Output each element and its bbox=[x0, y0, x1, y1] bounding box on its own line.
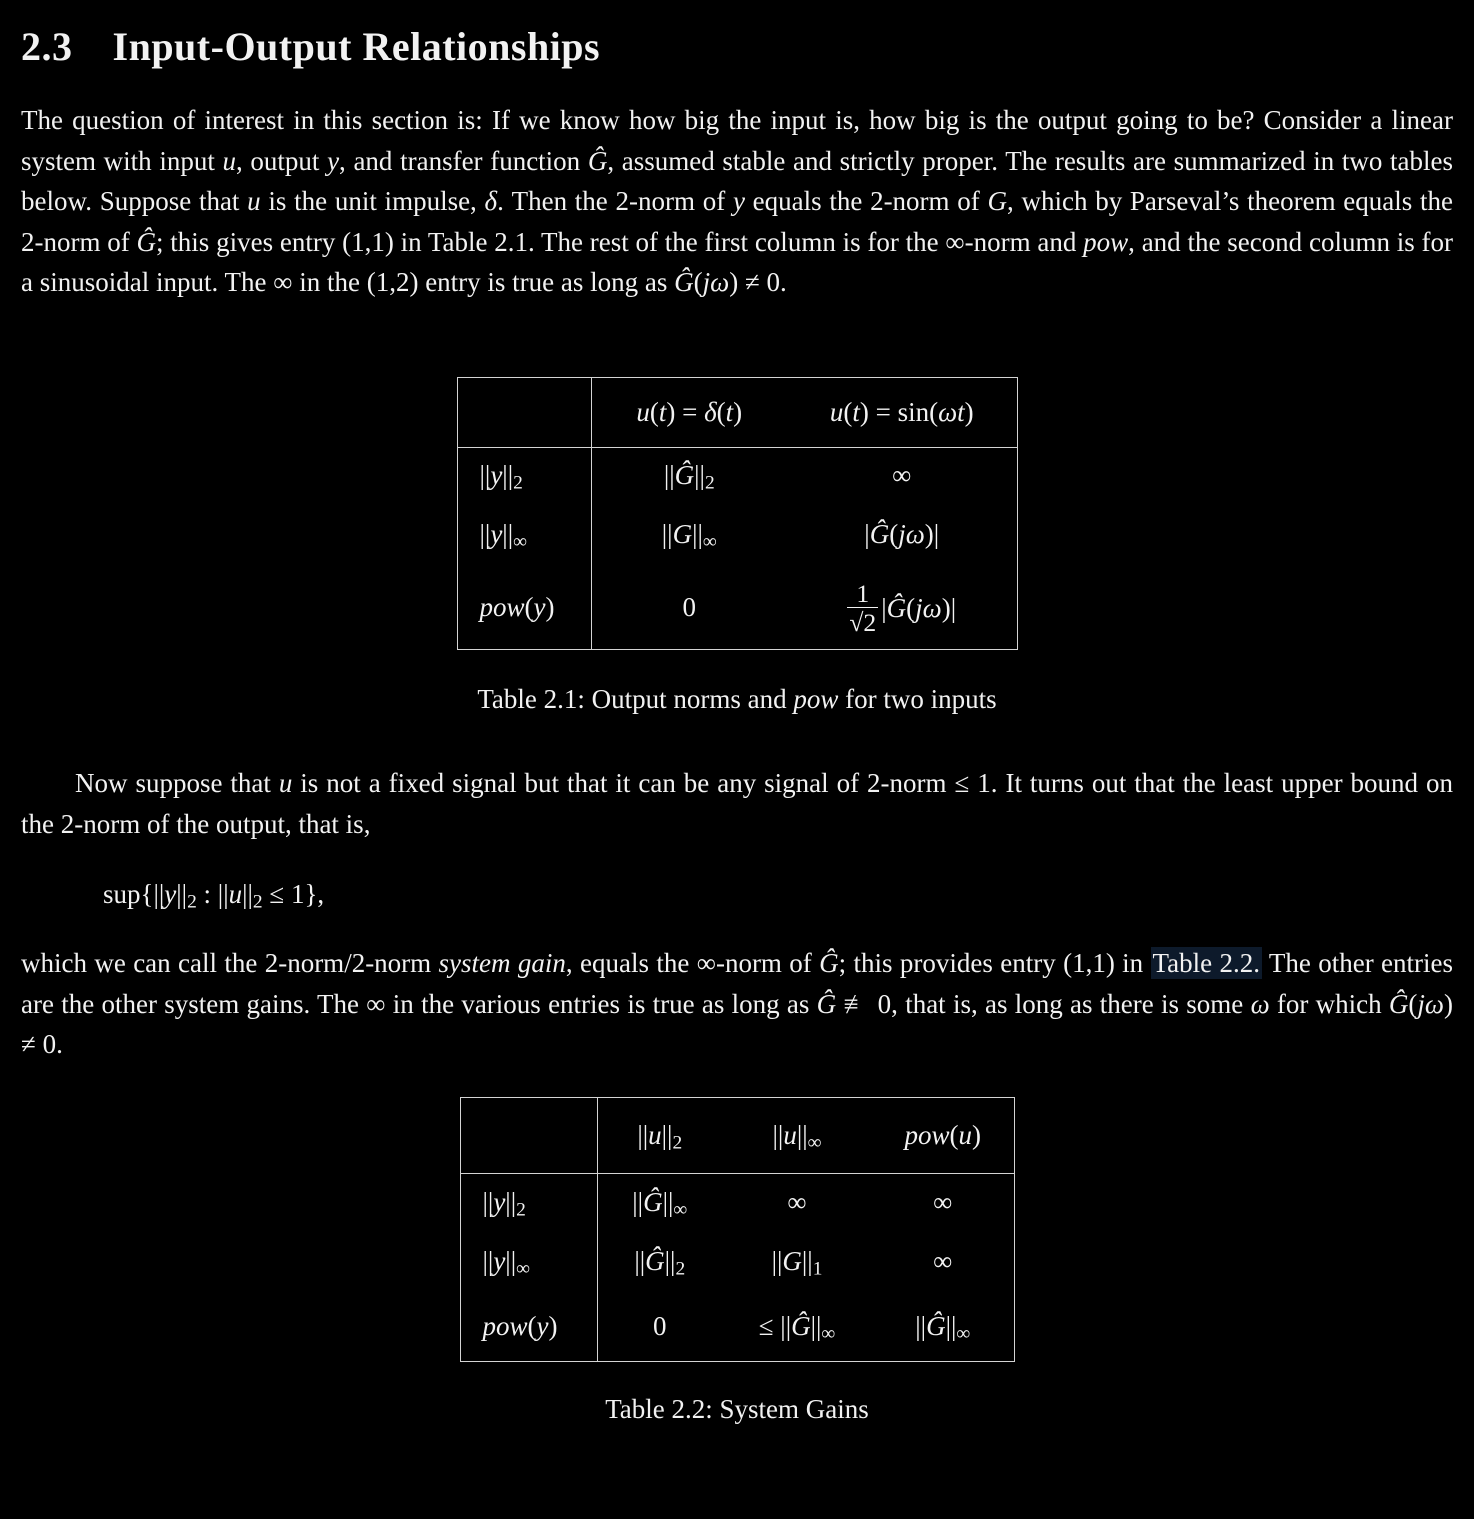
section-title: Input-Output Relationships bbox=[112, 24, 601, 69]
table-row bbox=[460, 1231, 1014, 1291]
cell-yinf-uinf: $||G||_1$ bbox=[771, 1245, 823, 1280]
table-2-2 bbox=[460, 1097, 1015, 1362]
row-label-y-infnorm: $||y||_\infty$ bbox=[457, 503, 591, 565]
fraction-one-over-sqrt2 bbox=[847, 580, 878, 637]
table-row bbox=[460, 1173, 1014, 1231]
cell-y2-u2: $||Ĝ||_\infty$ bbox=[632, 1187, 688, 1221]
cell-powy-u2: 0 bbox=[653, 1310, 667, 1341]
cell-powy-powu: $||Ĝ||_\infty$ bbox=[915, 1310, 971, 1344]
table-2-2-header-row bbox=[460, 1097, 1014, 1173]
cell-yinf-powu: ∞ bbox=[933, 1245, 953, 1276]
row-label-y-2norm: $||y||_2$ bbox=[460, 1173, 597, 1231]
cell-y2-sinusoid: ∞ bbox=[892, 460, 912, 491]
cell-powy-sinusoid bbox=[787, 565, 1017, 649]
cell-yinf-u2: $||Ĝ||_2$ bbox=[634, 1245, 686, 1280]
table-row bbox=[457, 447, 1017, 503]
gain-magnitude-factor: |Ĝ(jω)| bbox=[881, 592, 957, 623]
fraction-numerator: 1 bbox=[856, 578, 870, 608]
table-2-1-col-header-sinusoid: u(t) = sin(ωt) bbox=[787, 377, 1017, 447]
section-number: 2.3 bbox=[21, 24, 73, 69]
figure-table-2-1 bbox=[21, 377, 1453, 715]
cell-powy-impulse: 0 bbox=[682, 591, 696, 622]
table-2-2-reference-link[interactable]: Table 2.2. bbox=[1152, 948, 1260, 979]
table-2-2-col-header-u2: $||u||_2$ bbox=[597, 1097, 722, 1173]
cell-y2-uinf: ∞ bbox=[787, 1187, 807, 1218]
row-label-y-2norm: $||y||_2$ bbox=[457, 447, 591, 503]
table-2-1-col-header-impulse: u(t) = δ(t) bbox=[591, 377, 787, 447]
fraction-denominator bbox=[847, 607, 878, 637]
row-label-y-infnorm: $||y||_\infty$ bbox=[460, 1231, 597, 1291]
row-label-pow-y: pow(y) bbox=[460, 1291, 597, 1361]
one-over-sqrt2-expression bbox=[847, 580, 956, 637]
cell-yinf-sinusoid: |Ĝ(jω)| bbox=[864, 518, 940, 549]
table-2-1-header-row bbox=[457, 377, 1017, 447]
table-2-1 bbox=[457, 377, 1018, 650]
paragraph-intro: The question of interest in this section is: If we know how big the input is, how big is the output going to be? Consider a linear system with input u, output y, and transfer function Ĝ, assumed stable and strictly proper. The results are summarized in two tables below. Suppose that u is the unit impulse, δ. Then the 2-norm of y equals the 2-norm of G, which by Parseval’s theorem equals the 2-norm of Ĝ; this gives entry (1,1) in Table 2.1. The rest of the first column is for the ∞-norm and pow, and the second column is for a sinusoidal input. The ∞ in the (1,2) entry is true as long as Ĝ(jω) ≠ 0. bbox=[21, 105, 1453, 298]
cell-y2-impulse: $||Ĝ||_2$ bbox=[663, 460, 715, 494]
cell-y2-powu: ∞ bbox=[933, 1187, 953, 1218]
radicand: 2 bbox=[863, 608, 877, 638]
row-label-pow-y: pow(y) bbox=[457, 565, 591, 649]
radical-sign: √ bbox=[849, 608, 864, 638]
table-2-1-caption: Table 2.1: Output norms and pow for two inputs bbox=[477, 683, 997, 714]
table-row bbox=[457, 565, 1017, 649]
table-row bbox=[457, 503, 1017, 565]
table-2-2-col-header-uinf: $||u||_\infty$ bbox=[722, 1097, 872, 1173]
paragraph-sup-intro: Now suppose that u is not a fixed signal but that it can be any signal of 2-norm ≤ 1. It turns out that the least upper bound on the 2-norm of the output, that is, bbox=[21, 767, 1453, 839]
cell-powy-uinf: ≤ $||Ĝ||_\infty$ bbox=[758, 1310, 836, 1344]
sup-norm-equation: $sup\{||y||_2$ : $||u||_2 \le 1$}, bbox=[103, 879, 325, 913]
table-2-2-corner-cell bbox=[460, 1097, 597, 1173]
table-2-2-caption: Table 2.2: System Gains bbox=[605, 1393, 869, 1424]
cell-yinf-impulse: $||G||_\infty$ bbox=[661, 518, 717, 553]
table-2-2-col-header-powu: pow(u) bbox=[872, 1097, 1014, 1173]
table-row bbox=[460, 1291, 1014, 1361]
figure-table-2-2 bbox=[21, 1097, 1453, 1425]
section-heading bbox=[21, 24, 1453, 70]
paragraph-system-gain: which we can call the 2-norm/2-norm system gain, equals the ∞-norm of Ĝ; this provides entry (1,1) in Table 2.2. The other entries are the other system gains. The ∞ in the various entries is true as long as Ĝ ≢ 0, that is, as long as there is some ω for which Ĝ(jω) ≠ 0. bbox=[21, 948, 1454, 1060]
table-2-1-corner-cell bbox=[457, 377, 591, 447]
